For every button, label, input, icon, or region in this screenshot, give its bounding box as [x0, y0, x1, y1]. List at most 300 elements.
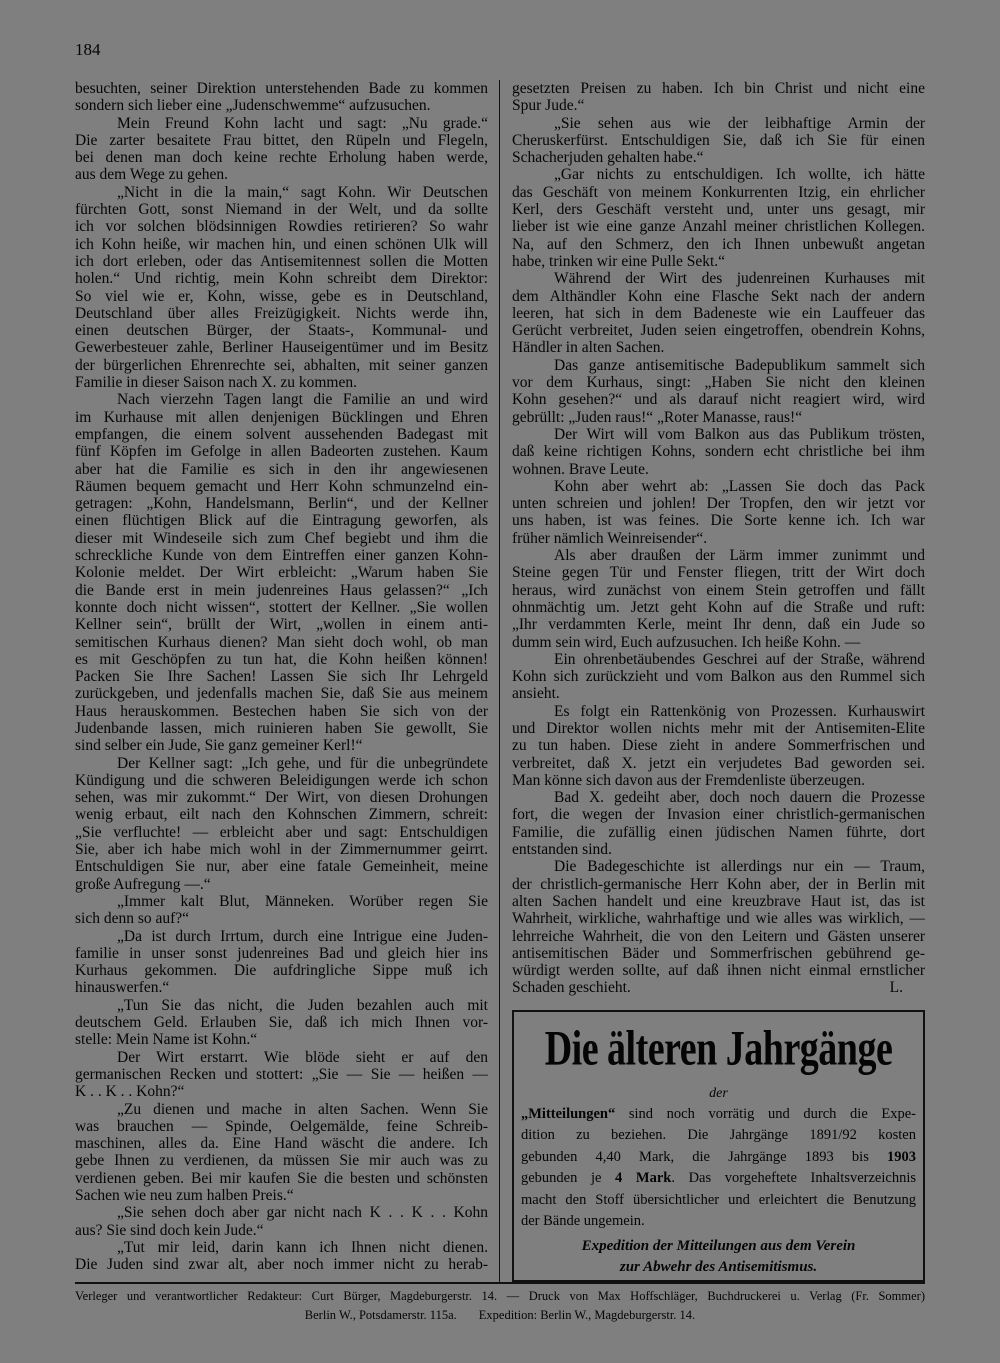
text-line [512, 288, 925, 305]
line-text: stelle: Mein Name ist Kohn.“ [75, 1031, 258, 1049]
line-text: die Bande erst in mein judenreines Haus gelassen?“ „Ich [75, 581, 488, 599]
text-line [75, 132, 488, 149]
line-text: Kurhaus gekommen. Die aufdringliche Sippe muß ich [75, 962, 488, 980]
text-line [75, 547, 488, 564]
text-line [512, 115, 925, 132]
ad-text-segment: gebunden 4,40 Mark, die Jahrgänge 1893 bis [521, 1148, 887, 1165]
ad-text-segment: der Bände ungemein. [521, 1213, 645, 1230]
line-text: Entschuldigen Sie nur, aber eine fatale Gemeinheit, meine [75, 858, 488, 876]
line-text: es mit Geschöpfen zu tun hat, die Kohn heißen können! [75, 650, 488, 668]
text-line [512, 806, 925, 823]
text-line [75, 80, 488, 97]
ad-text-line [521, 1190, 916, 1211]
text-line [75, 979, 488, 996]
line-text: sehen, was mir zukommt.“ Der Wirt, von diesen Drohungen [75, 789, 488, 807]
line-text: wohnen. Brave Leute. [512, 460, 649, 478]
text-line [512, 945, 925, 962]
text-line [75, 512, 488, 529]
text-line [75, 1256, 488, 1273]
text-line [75, 426, 488, 443]
text-line [512, 910, 925, 927]
line-text: und Direktor wollen nichts mehr mit der Antisemiten-Elite [512, 719, 925, 737]
line-text: zurückgeben, und jedenfalls machen Sie, daß Sie aus meinem [75, 685, 488, 703]
text-line [512, 270, 925, 287]
ad-text-line [521, 1104, 916, 1125]
paragraph [75, 184, 488, 392]
paragraph [75, 1239, 488, 1274]
line-text: semitischen Kurhaus dienen? Man sieht doch wohl, ob man [75, 633, 488, 651]
text-line [75, 495, 488, 512]
text-line [75, 166, 488, 183]
text-line [512, 755, 925, 772]
line-text: „Tun Sie das nicht, die Juden bezahlen auch mit [117, 996, 488, 1014]
text-line [512, 530, 925, 547]
line-text: germanischen Recken und stottert: „Sie — Sie — heißen — [75, 1065, 488, 1083]
line-text: Kohn aber wehrt ab: „Lassen Sie doch das Pack [554, 477, 925, 495]
line-text: Die zarter besaitete Frau bittet, den Rüpeln und Flegeln, [75, 131, 488, 149]
line-text: Ein ohrenbetäubendes Geschrei auf der Straße, während [554, 650, 925, 668]
text-line [512, 339, 925, 356]
text-line [512, 305, 925, 322]
line-text: „Immer kalt Blut, Männeken. Worüber regen Sie [117, 892, 488, 910]
paragraph [512, 789, 925, 858]
line-text: Es folgt ein Rattenkönig von Prozessen. Kurhauswirt [554, 702, 925, 720]
text-line [512, 858, 925, 875]
text-line [512, 184, 925, 201]
paragraph [75, 80, 488, 115]
text-line [75, 236, 488, 253]
paragraph [512, 426, 925, 478]
paragraph [512, 80, 925, 115]
line-text: leeren, hat sich in dem Badeneste wie ein Lauffeuer das [512, 304, 925, 322]
line-text: fünf Köpfen im Gefolge in allen Badeorten zustehen. Kaum [75, 443, 488, 461]
text-line [512, 824, 925, 841]
ad-subtitle: der [709, 1086, 728, 1101]
line-text: sich denn so auf?“ [75, 910, 190, 928]
text-line [512, 443, 925, 460]
line-text: Die Juden sind zwar alt, aber noch immer nicht zu herab- [75, 1256, 488, 1274]
ad-publisher-line: Expedition der Mitteilungen aus dem Verein [581, 1238, 856, 1255]
line-text: Sie, aber ich habe mich wohl in der Zimmernummer geirrt. [75, 841, 488, 859]
line-text: Händler in alten Sachen. [512, 339, 665, 357]
text-line [512, 374, 925, 391]
line-text: getragen: „Kohn, Handelsmann, Berlin“, und der Kellner [75, 495, 488, 513]
line-text: Wahrheit, wirkliche, wahrhaftige und wie alles was wirklich, — [512, 910, 925, 928]
line-text: heraus, wird zunächst von einem Stein getroffen und fällt [512, 581, 925, 599]
paragraph [75, 1049, 488, 1101]
ad-publisher [521, 1236, 916, 1278]
text-line [512, 962, 925, 979]
line-text: Gewerbesteuer zahle, Berliner Hauseigentümer und im Besitz [75, 339, 488, 357]
ad-text-segment: „Mitteilungen“ [521, 1106, 616, 1122]
text-line [75, 1066, 488, 1083]
text-line [512, 357, 925, 374]
text-line [75, 391, 488, 408]
paragraph [75, 755, 488, 893]
paragraph [512, 166, 925, 270]
line-text: verbreitet, daß X. jetzt ein verjudetes Bad geworden sei. [512, 754, 925, 772]
paragraph [512, 703, 925, 789]
ad-text-segment: 4 Mark [615, 1170, 672, 1187]
text-line [512, 703, 925, 720]
ad-body [521, 1104, 916, 1232]
text-line [512, 97, 925, 114]
line-text: holen.“ Und richtig, mein Kohn schreibt dem Direktor: [75, 270, 488, 288]
text-line [75, 149, 488, 166]
line-text: „Sie sehen aus wie der leibhaftige Armin der [554, 114, 925, 132]
paragraph [512, 858, 925, 996]
author-signature: L. [889, 979, 903, 997]
line-text: Kohn gesehen?“ und als darauf nicht reagiert wird, wird [512, 391, 925, 409]
paragraph [75, 893, 488, 928]
line-text: antisemitischen Bäder und Sommerfrischen gebührend ge- [512, 944, 925, 962]
imprint [75, 1287, 925, 1325]
text-line [512, 893, 925, 910]
paragraph [512, 547, 925, 651]
text-line [512, 218, 925, 235]
line-text: vor dem Kurhaus, singt: „Haben Sie nicht den kleinen [512, 374, 925, 392]
text-line [512, 547, 925, 564]
text-line [75, 443, 488, 460]
ad-text-segment: sind noch vorrätig und durch die Expe- [615, 1106, 916, 1122]
text-line [75, 720, 488, 737]
line-text: „Da ist durch Irrtum, durch eine Intrigue eine Juden- [117, 927, 488, 945]
line-text: Als aber draußen der Lärm immer zunimmt und [554, 547, 925, 565]
line-text: entstanden sind. [512, 841, 612, 859]
line-text: Kündigung und die schweren Beleidigungen werde ich schon [75, 771, 488, 789]
text-line [512, 461, 925, 478]
text-line [512, 512, 925, 529]
line-text: Kerl, ders Geschäft versteht und, unter uns gesagt, mir [512, 201, 925, 219]
text-line [512, 720, 925, 737]
text-line [75, 461, 488, 478]
line-text: K . . K . . Kohn?“ [75, 1083, 185, 1101]
line-text: ohnmächtig um. Jetzt geht Kohn auf die Straße und ruft: [512, 598, 925, 616]
line-text: habe, trinken wir eine Pulle Sekt.“ [512, 252, 726, 270]
text-line [75, 876, 488, 893]
paragraph [75, 1204, 488, 1239]
line-text: das Geschäft von meinem Konkurrenten Itzig, ein ehrlicher [512, 183, 925, 201]
line-text: gebe Ihnen zu verdienen, da müssen Sie mir auch was zu [75, 1152, 488, 1170]
text-line [75, 1083, 488, 1100]
imprint-line: Verleger und verantwortlicher Redakteur: Curt Bürger, Magdeburgerstr. 14. — Druck von Max Hoffschläger, Buchdruckerei u. Verlag (Fr. Sommer) [75, 1289, 925, 1303]
text-line [75, 997, 488, 1014]
line-text: Mein Freund Kohn lacht und sagt: „Nu grade.“ [117, 114, 488, 132]
text-line [75, 253, 488, 270]
line-text: hinauswerfen.“ [75, 979, 170, 997]
text-line [75, 201, 488, 218]
text-line [75, 1222, 488, 1239]
ad-text-segment: macht den Stoff übersichtlicher und erleichtert die Benutzung [521, 1191, 916, 1208]
line-text: bei denen man doch keine rechte Erholung haben werde, [75, 149, 488, 167]
line-text: fort, die wegen der Invasion einer christlich-germanischen [512, 806, 925, 824]
line-text: Deutschland über alles Freizügigkeit. Nichts werde ihn, [75, 304, 488, 322]
text-line [512, 789, 925, 806]
line-text: Räumen bequem gemacht und Herr Kohn schmunzelnd ein- [75, 477, 488, 495]
line-text: Kolonie meldet. Der Wirt erbleicht: „Warum haben Sie [75, 564, 488, 582]
text-line [512, 409, 925, 426]
line-text: Cheruskerfürst. Entschuldigen Sie, daß ich Sie für einen [512, 131, 925, 149]
line-text: lieber ist wie eine ganze Anzahl meiner christlichen Kollegen. [512, 218, 925, 236]
text-line [512, 685, 925, 702]
line-text: ich Kohn heiße, wir machen hin, und einen schönen Ulk will [75, 235, 488, 253]
text-line [75, 1152, 488, 1169]
line-text: „Zu dienen und mache in alten Sachen. Wenn Sie [117, 1100, 488, 1118]
text-line [512, 772, 925, 789]
text-line [75, 789, 488, 806]
paragraph [512, 115, 925, 167]
page-number: 184 [75, 40, 101, 59]
text-line [75, 305, 488, 322]
line-text: Familie, die zufällig einen jüdischen Namen führte, dort [512, 823, 925, 841]
line-text: Kellner sein“, brüllt der Wirt, „wollen in einem anti- [75, 616, 488, 634]
line-text: unten schreien und johlen! Der Tropfen, den wir jetzt vor [512, 495, 925, 513]
line-text: Der Kellner sagt: „Ich gehe, und für die unbegründete [117, 754, 488, 772]
line-text: der bürgerlichen Ehrenrechte sei, abhalten, mit seiner ganzen [75, 356, 488, 374]
text-line [75, 357, 488, 374]
line-text: Haus herauskommen. Bestechen haben Sie sich von der [75, 702, 488, 720]
line-text: Der Wirt will vom Balkon aus das Publikum trösten, [554, 425, 925, 443]
text-line [75, 737, 488, 754]
text-line [75, 478, 488, 495]
text-line [512, 651, 925, 668]
line-text: der christlich-germanische Herr Kohn aber, der in Berlin mit [512, 875, 925, 893]
text-line [75, 1049, 488, 1066]
text-line [75, 599, 488, 616]
text-line [75, 1135, 488, 1152]
ad-text-line [521, 1168, 916, 1189]
paragraph [75, 1101, 488, 1205]
line-text: „Gar nichts zu entschuldigen. Ich wollte, ich hätte [554, 166, 925, 184]
text-line [75, 270, 488, 287]
line-text: deutschem Geld. Erlauben Sie, daß ich mich Ihnen vor- [75, 1014, 488, 1032]
imprint-line [75, 1306, 925, 1325]
paragraph [512, 357, 925, 426]
text-line [75, 685, 488, 702]
text-line [75, 703, 488, 720]
paragraph [75, 391, 488, 754]
text-line [75, 668, 488, 685]
ad-title: Die älteren Jahrgänge [544, 1021, 893, 1077]
imprint-expedition: Expedition: Berlin W., Magdeburgerstr. 14. [478, 1308, 696, 1322]
paragraph [512, 478, 925, 547]
text-line [512, 478, 925, 495]
text-line [75, 755, 488, 772]
line-text: „Sie sehen doch aber gar nicht nach K . . K . . Kohn [117, 1204, 488, 1222]
ad-text-segment: dition zu beziehen. Die Jahrgänge 1891/92 kosten [521, 1127, 916, 1144]
text-line [512, 322, 925, 339]
line-text: familie in unser sonst judenreines Bad und gleich hier ins [75, 944, 488, 962]
ad-text-line [521, 1125, 916, 1146]
line-text: „Tut mir leid, darin kann ich Ihnen nicht dienen. [117, 1238, 488, 1256]
text-line [75, 858, 488, 875]
paragraph [75, 928, 488, 997]
line-text: So viel wie er, Kohn, wisse, gebe es in Deutschland, [75, 287, 488, 305]
text-line [75, 564, 488, 581]
line-text: „Nicht in die la main,“ sagt Kohn. Wir Deutschen [117, 183, 488, 201]
line-text: Kohn sich zurückzieht und vom Balkon aus den Rummel sich [512, 668, 925, 686]
text-line [75, 582, 488, 599]
text-line [512, 166, 925, 183]
text-line [75, 824, 488, 841]
line-text: Schaden geschieht. [512, 979, 631, 997]
text-line [512, 876, 925, 893]
line-text: „Ihr verdammten Kerle, meint Ihr denn, daß ein Jude so [512, 616, 925, 634]
line-text: uns haben, ist was feines. Die Sorte kenne ich. Ich war [512, 512, 925, 530]
line-text: Schacherjuden gehalten habe.“ [512, 149, 704, 167]
text-line [75, 841, 488, 858]
text-line [75, 806, 488, 823]
text-line [75, 962, 488, 979]
line-text: dumm sein wird, Euch aufzusuchen. Ich heiße Kohn. — [512, 633, 861, 651]
line-text: Spur Jude.“ [512, 97, 585, 115]
text-line [512, 80, 925, 97]
text-line [75, 634, 488, 651]
line-text: wenig erbaut, eilt nach den Kohnschen Zimmern, schreit: [75, 806, 488, 824]
line-text: aus dem Wege zu gehen. [75, 166, 228, 184]
line-text: gesetzten Preisen zu haben. Ich bin Christ und nicht eine [512, 80, 925, 97]
line-text: Familie in dieser Saison nach X. zu kommen. [75, 374, 357, 392]
ad-publisher-line: zur Abwehr des Antisemitismus. [619, 1259, 818, 1276]
text-line [512, 668, 925, 685]
line-text: Der Wirt erstarrt. Wie blöde sieht er auf den [117, 1048, 488, 1066]
text-line [75, 928, 488, 945]
line-text: maschinen, alles da. Eine Hand wäscht die andere. Ich [75, 1135, 488, 1153]
text-line [75, 1187, 488, 1204]
line-text: ich dort erleben, oder das Antisemitennest sollen die Motten [75, 252, 488, 270]
line-text: Die Badegeschichte ist allerdings nur ein — Traum, [554, 858, 925, 876]
left-column [75, 80, 488, 1273]
text-line [512, 132, 925, 149]
line-text: aber hat die Familie es sich in den ihr angewiesenen [75, 460, 488, 478]
line-text: Steine gegen Tür und Fenster fliegen, tritt der Wirt doch [512, 564, 925, 582]
text-line [75, 910, 488, 927]
line-text: verdienen geben. Bei mir kaufen Sie die besten und schönsten [75, 1169, 488, 1187]
text-line [512, 616, 925, 633]
text-line [512, 599, 925, 616]
text-line [75, 409, 488, 426]
line-text: Packen Sie Ihre Sachen! Lassen Sie sich Ihr Lehrgeld [75, 668, 488, 686]
text-line [75, 1118, 488, 1135]
text-line [512, 928, 925, 945]
line-text: Sachen wie neu zum halben Preis.“ [75, 1187, 294, 1204]
advertisement-box [512, 1010, 925, 1282]
line-text: früher nämlich Weinreisender“. [512, 529, 708, 547]
paragraph [75, 115, 488, 184]
ad-text-segment: gebunden je [521, 1170, 616, 1187]
text-line [75, 651, 488, 668]
ad-text-segment: . Das vorgeheftete Inhaltsverzeichnis [671, 1170, 917, 1187]
ad-text-segment: 1903 [887, 1148, 916, 1165]
line-text: sondern sich lieber eine „Judenschwemme“ aufzusuchen. [75, 97, 431, 115]
line-text: fürchten Gott, sonst Niemand in der Welt, und da sollte [75, 201, 488, 219]
column-divider [499, 80, 500, 1283]
line-text: konnte doch nicht wissen“, stottert der Kellner. „Sie wollen [75, 598, 488, 616]
text-line [512, 201, 925, 218]
line-text: Während der Wirt des judenreinen Kurhauses mit [554, 270, 925, 288]
line-text: daß keine richtigen Kohns, sondern echt christliche bei ihm [512, 443, 925, 461]
line-text: große Aufregung —.“ [75, 875, 211, 893]
line-text: besuchten, seiner Direktion unterstehenden Bade zu kommen [75, 80, 488, 97]
paragraph [512, 270, 925, 356]
line-text: einen deutschen Bürger, der Staats-, Kommunal- und [75, 322, 488, 340]
line-text: Das ganze antisemitische Badepublikum sammelt sich [554, 356, 925, 374]
right-column [512, 80, 925, 997]
line-text: einen flüchtigen Blick auf die Eintragung geworfen, als [75, 512, 488, 530]
text-line [75, 530, 488, 547]
text-line [512, 582, 925, 599]
text-line [75, 1170, 488, 1187]
paragraph [75, 997, 488, 1049]
line-text: Na, auf den Schmerz, den ich Ihnen unbewußt angetan [512, 235, 925, 253]
line-text: dieser mit Windeseile sich zum Chef begiebt und ihm die [75, 529, 488, 547]
line-text: dem Althändler Kohn eine Flasche Sekt nach der andern [512, 287, 925, 305]
text-line [512, 253, 925, 270]
line-text: schreckliche Kunde von dem Eintreffen einer ganzen Kohn- [75, 547, 488, 565]
line-text: sind selber ein Jude, Sie ganz gemeiner Kerl!“ [75, 737, 363, 755]
text-line [512, 634, 925, 651]
line-text: würdigt werden sollte, auf daß ihnen nicht einmal ernstlicher [512, 962, 925, 980]
text-line [512, 979, 925, 996]
line-text: Man könne sich davon aus der Fremdenliste überzeugen. [512, 771, 865, 789]
text-line [512, 564, 925, 581]
text-line [75, 1031, 488, 1048]
line-text: alten Sachen handelt und eine kreuzbrave Haut ist, das ist [512, 892, 925, 910]
text-line [512, 841, 925, 858]
line-text: ansieht. [512, 685, 560, 703]
text-line [75, 1101, 488, 1118]
line-text: Nach vierzehn Tagen langt die Familie an und wird [117, 391, 488, 409]
text-line [75, 616, 488, 633]
text-line [512, 495, 925, 512]
line-text: ich vor solchen blödsinnigen Rowdies retirieren? So wahr [75, 218, 488, 236]
ad-text-line [521, 1211, 916, 1232]
line-text: im Kurhause mit allen denjenigen Bücklingen und Ehren [75, 408, 488, 426]
imprint-rule [75, 1282, 925, 1284]
line-text: zu tun haben. Diese zieht in andere Sommerfrischen und [512, 737, 925, 755]
line-text: Bad X. gedeiht aber, doch noch dauern die Prozesse [554, 789, 925, 807]
text-line [75, 1239, 488, 1256]
line-text: was brauchen — Spinde, Oelgemälde, feine Schreib- [75, 1117, 488, 1135]
text-line [75, 893, 488, 910]
text-line [512, 236, 925, 253]
text-line [512, 149, 925, 166]
text-line [75, 772, 488, 789]
imprint-address: Berlin W., Potsdamerstr. 115a. [304, 1308, 457, 1322]
text-line [75, 374, 488, 391]
text-line [512, 737, 925, 754]
text-line [75, 184, 488, 201]
text-line [75, 322, 488, 339]
text-line [75, 945, 488, 962]
line-text: Judenbande lassen, mich ruinieren haben Sie gewollt, Sie [75, 719, 488, 737]
line-text: empfangen, die einem solvent aussehenden Badegast mit [75, 425, 488, 443]
text-line [512, 426, 925, 443]
text-line [75, 97, 488, 114]
text-line [75, 1204, 488, 1221]
ad-text-line [521, 1147, 916, 1168]
text-line [75, 339, 488, 356]
line-text: aus? Sie sind doch kein Jude.“ [75, 1221, 264, 1239]
text-line [512, 391, 925, 408]
paragraph [512, 651, 925, 703]
line-text: Gerücht verbreitet, Juden seien eingetroffen, obendrein Kohns, [512, 322, 925, 340]
text-line [75, 288, 488, 305]
text-line [75, 1014, 488, 1031]
line-text: lehrreiche Wahrheit, die von den Leitern und Gästen unserer [512, 927, 925, 945]
line-text: gebrüllt: „Juden raus!“ „Roter Manasse, raus!“ [512, 408, 803, 426]
line-text: „Sie verfluchte! — erbleicht aber und sagt: Entschuldigen [75, 823, 488, 841]
